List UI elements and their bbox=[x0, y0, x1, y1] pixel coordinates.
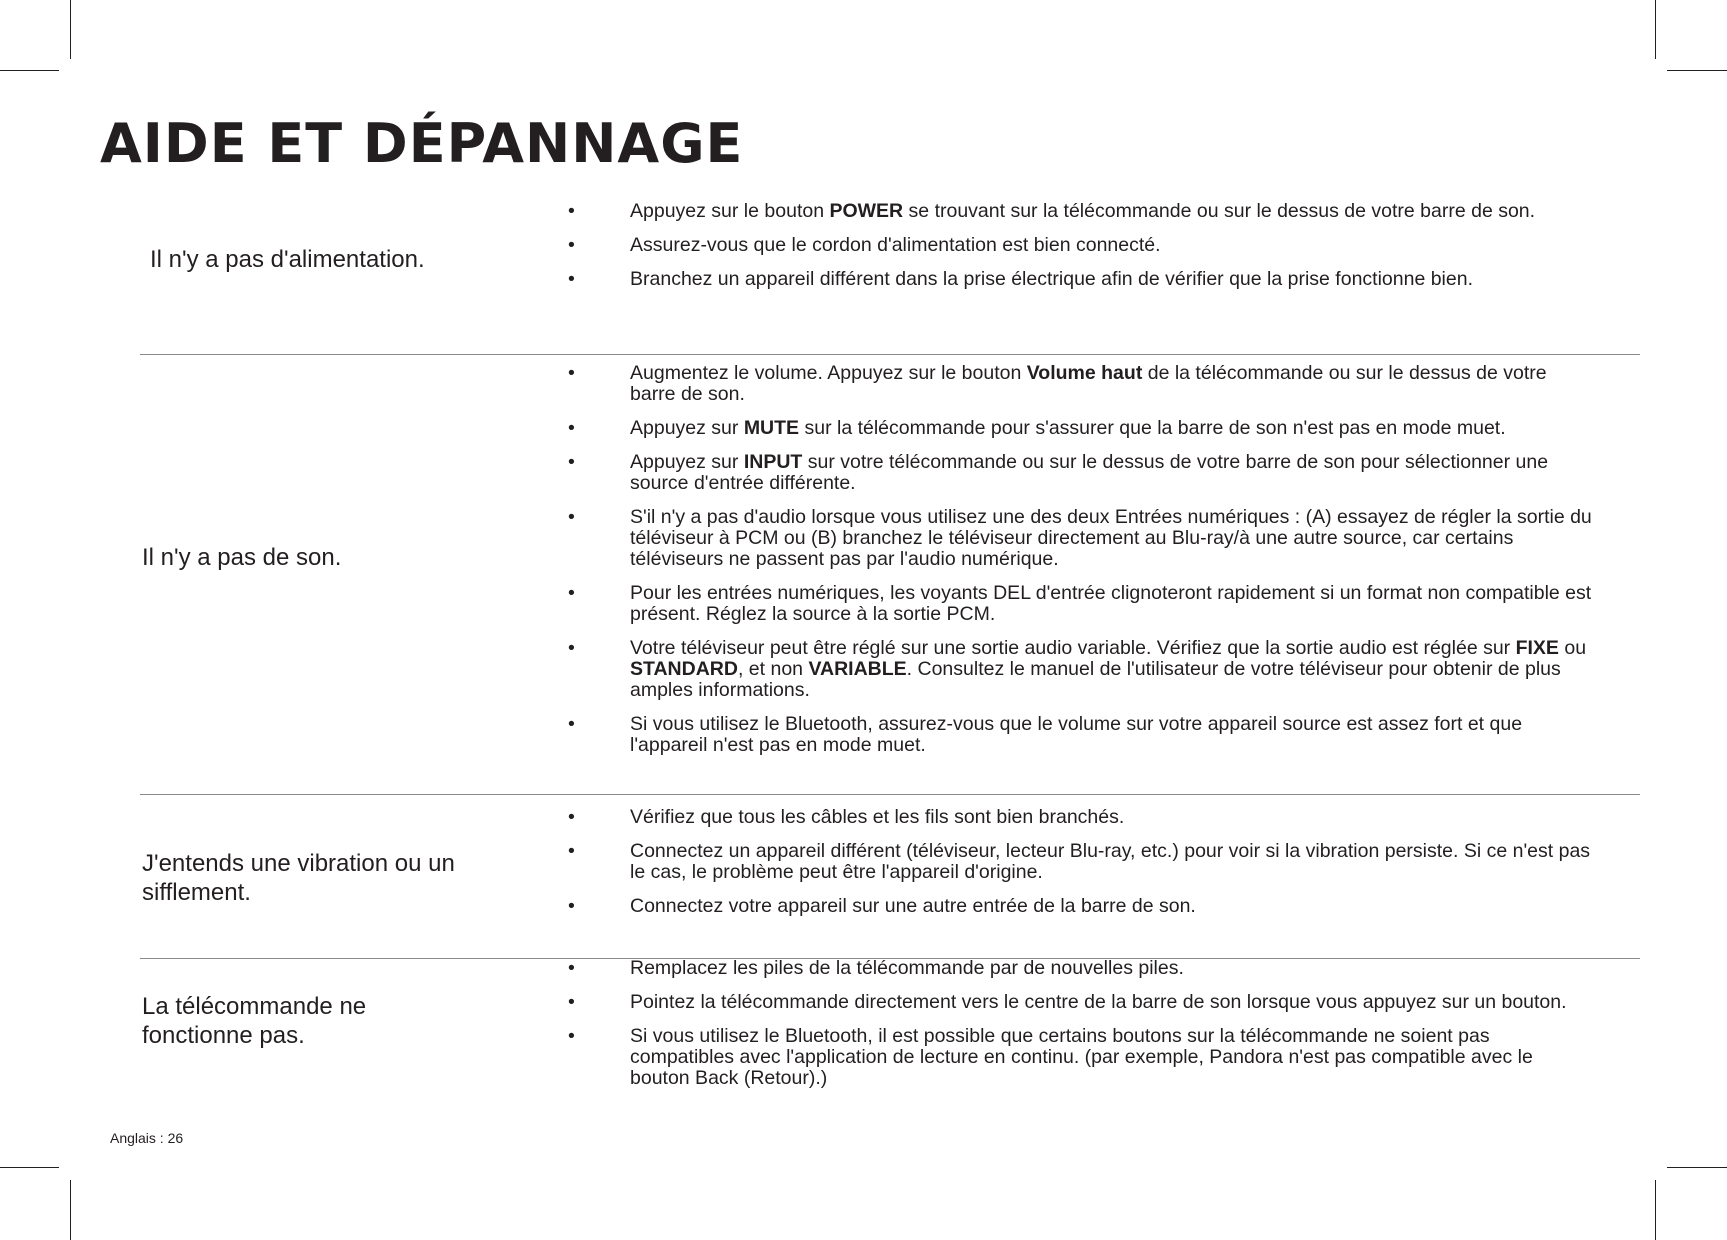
solution-item bbox=[564, 418, 1594, 439]
solution-text: se trouvant sur la télécommande ou sur le dessus de votre barre de son. bbox=[903, 200, 1536, 222]
solution-list bbox=[564, 363, 1594, 769]
solution-text: Pour les entrées numériques, les voyants DEL d'entrée clignoteront rapidement si un format non compatible est présent. Réglez la source à la sortie PCM. bbox=[630, 582, 1592, 625]
solution-text: sur la télécommande pour s'assurer que la barre de son n'est pas en mode muet. bbox=[799, 417, 1506, 439]
crop-mark bbox=[1667, 1167, 1727, 1168]
row-divider bbox=[140, 354, 1640, 355]
solution-item bbox=[564, 638, 1594, 701]
solution-item bbox=[564, 714, 1594, 756]
page-footer: Anglais : 26 bbox=[110, 1130, 184, 1146]
solution-list bbox=[564, 201, 1594, 303]
crop-mark bbox=[0, 1167, 59, 1168]
bullet-icon: • bbox=[568, 1025, 575, 1047]
crop-mark bbox=[1655, 1180, 1656, 1240]
bullet-icon: • bbox=[568, 840, 575, 862]
solution-text: Pointez la télécommande directement vers le centre de la barre de son lorsque vous appuyez sur un bouton. bbox=[630, 991, 1567, 1013]
solution-item bbox=[564, 235, 1594, 256]
solution-text: Appuyez sur bbox=[630, 451, 744, 473]
solution-item bbox=[564, 896, 1594, 917]
problem-label: J'entends une vibration ou un sifflement. bbox=[142, 850, 455, 906]
bullet-icon: • bbox=[568, 713, 575, 735]
solution-item bbox=[564, 363, 1594, 405]
solution-text: Assurez-vous que le cordon d'alimentation est bien connecté. bbox=[630, 234, 1161, 256]
solution-text: Branchez un appareil différent dans la prise électrique afin de vérifier que la prise fonctionne bien. bbox=[630, 268, 1473, 290]
bullet-icon: • bbox=[568, 806, 575, 828]
problem-label: Il n'y a pas d'alimentation. bbox=[150, 246, 425, 273]
solution-list bbox=[564, 958, 1594, 1102]
solution-text: sur votre télécommande ou sur le dessus de votre barre de son pour sélectionner une source d'entrée différente. bbox=[630, 451, 1549, 494]
solution-text: Augmentez le volume. Appuyez sur le bouton bbox=[630, 362, 1027, 384]
solution-text: Si vous utilisez le Bluetooth, assurez-vous que le volume sur votre appareil source est assez fort et que l'appareil n'est pas en mode muet. bbox=[630, 713, 1523, 756]
bullet-icon: • bbox=[568, 200, 575, 222]
bullet-icon: • bbox=[568, 895, 575, 917]
solution-text: Appuyez sur bbox=[630, 417, 744, 439]
emphasis-text: FIXE bbox=[1515, 637, 1559, 659]
bullet-icon: • bbox=[568, 451, 575, 473]
emphasis-text: POWER bbox=[829, 200, 904, 222]
solution-text: S'il n'y a pas d'audio lorsque vous utilisez une des deux Entrées numériques : (A) essayez de régler la sortie du téléviseur à PCM ou (B) branchez le téléviseur directement au Blu-ray/à une autre source, car certains téléviseurs ne passent pas par l'audio numérique. bbox=[630, 506, 1592, 570]
solution-item bbox=[564, 992, 1594, 1013]
bullet-icon: • bbox=[568, 957, 575, 979]
problem-label: Il n'y a pas de son. bbox=[142, 544, 342, 571]
solution-text: de la télécommande ou sur le dessus de votre barre de son. bbox=[630, 362, 1547, 405]
crop-mark bbox=[0, 70, 59, 71]
solution-list bbox=[564, 807, 1594, 930]
bullet-icon: • bbox=[568, 268, 575, 290]
solution-item bbox=[564, 452, 1594, 494]
problem-label: La télécommande ne fonctionne pas. bbox=[142, 993, 367, 1049]
bullet-icon: • bbox=[568, 582, 575, 604]
solution-text: Votre téléviseur peut être réglé sur une sortie audio variable. Vérifiez que la sortie audio est réglée sur bbox=[630, 637, 1516, 659]
emphasis-text: MUTE bbox=[743, 417, 800, 439]
crop-mark bbox=[70, 1180, 71, 1240]
page-title: AIDE ET DÉPANNAGE bbox=[100, 112, 744, 175]
solution-text: Appuyez sur le bouton bbox=[630, 200, 830, 222]
solution-item bbox=[564, 1026, 1594, 1089]
solution-text: Connectez votre appareil sur une autre entrée de la barre de son. bbox=[630, 895, 1196, 917]
bullet-icon: • bbox=[568, 234, 575, 256]
crop-mark bbox=[1655, 0, 1656, 59]
solution-item bbox=[564, 807, 1594, 828]
solution-item bbox=[564, 201, 1594, 222]
bullet-icon: • bbox=[568, 506, 575, 528]
solution-text: . Consultez le manuel de l'utilisateur de votre téléviseur pour obtenir de plus amples informations. bbox=[630, 658, 1561, 701]
emphasis-text: INPUT bbox=[743, 451, 803, 473]
bullet-icon: • bbox=[568, 637, 575, 659]
crop-mark bbox=[70, 0, 71, 59]
emphasis-text: STANDARD bbox=[630, 658, 738, 680]
emphasis-text: Volume haut bbox=[1026, 362, 1143, 384]
row-divider bbox=[140, 794, 1640, 795]
solution-item bbox=[564, 507, 1594, 570]
solution-item bbox=[564, 269, 1594, 290]
bullet-icon: • bbox=[568, 991, 575, 1013]
solution-text: , et non bbox=[737, 658, 809, 680]
bullet-icon: • bbox=[568, 417, 575, 439]
solution-text: ou bbox=[1558, 637, 1587, 659]
solution-text: Remplacez les piles de la télécommande par de nouvelles piles. bbox=[630, 957, 1184, 979]
solution-text: Si vous utilisez le Bluetooth, il est possible que certains boutons sur la télécommande ne soient pas compatibles avec l'application de lecture en continu. (par exemple, Pandora n'est pas compatible avec le bouton Back (Retour).) bbox=[630, 1025, 1533, 1089]
solution-item bbox=[564, 958, 1594, 979]
solution-item bbox=[564, 583, 1594, 625]
solution-text: Connectez un appareil différent (téléviseur, lecteur Blu-ray, etc.) pour voir si la vibration persiste. Si ce n'est pas le cas, le problème peut être l'appareil d'origine. bbox=[630, 840, 1591, 883]
crop-mark bbox=[1667, 70, 1727, 71]
emphasis-text: VARIABLE bbox=[808, 658, 907, 680]
solution-item bbox=[564, 841, 1594, 883]
bullet-icon: • bbox=[568, 362, 575, 384]
solution-text: Vérifiez que tous les câbles et les fils sont bien branchés. bbox=[630, 806, 1125, 828]
